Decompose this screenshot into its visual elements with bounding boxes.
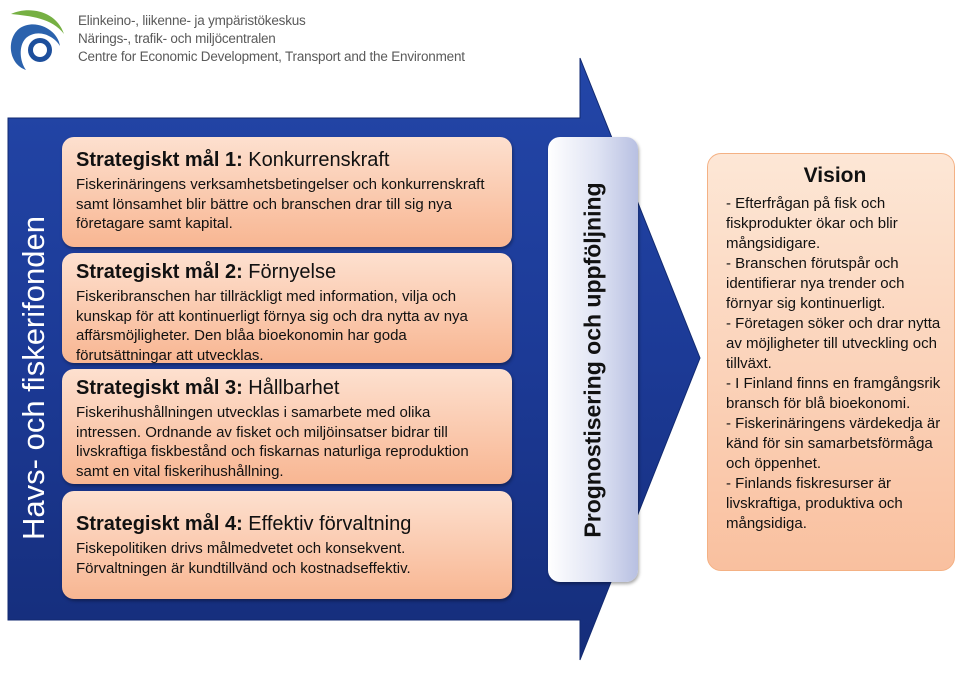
fund-title: Havs- och fiskerifonden: [16, 216, 51, 540]
vision-item: - Företagen söker och drar nytta av möjligheter till utveckling och tillväxt.: [726, 315, 941, 372]
goal-3-title: [76, 377, 498, 400]
goal-2-title: [76, 261, 498, 284]
vision-title: Vision: [803, 164, 867, 187]
goal-4-name: Effektiv förvaltning: [242, 513, 412, 535]
org-name-en: Centre for Economic Development, Transport and the Environment: [78, 49, 465, 64]
goal-4-text: Fiskepolitiken drivs målmedvetet och konsekvent. Förvaltningen är kundtillvänd och kostnadseffektiv.: [76, 540, 411, 577]
org-name-fi: Elinkeino-, liikenne- ja ympäristökeskus: [78, 13, 306, 28]
goal-1-prefix: Strategiskt mål 1:: [76, 149, 243, 171]
vision-item: - Finlands fiskresurser är livskraftiga, produktiva och mångsidiga.: [726, 475, 903, 532]
goal-3-name: Hållbarhet: [242, 377, 340, 399]
goal-3-text: Fiskerihushållningen utvecklas i samarbete med olika intressen. Ordnande av fisket och miljöinsatser bidrar till livskraftiga fiskbestånd och fiskarnas naturliga reproduktion samt en vital fiskerihushållning.: [76, 404, 469, 480]
strategic-goal-4: [62, 491, 512, 599]
goal-4-prefix: Strategiskt mål 4:: [76, 513, 243, 535]
goal-2-prefix: Strategiskt mål 2:: [76, 261, 243, 283]
vision-item: - Fiskerinäringens värdekedja är känd för sin samarbetsförmåga och öppenhet.: [726, 415, 941, 472]
forecasting-label: Prognostisering och uppföljning: [579, 182, 606, 538]
goal-1-title: [76, 149, 498, 172]
goal-3-prefix: Strategiskt mål 3:: [76, 377, 243, 399]
vision-box: [707, 153, 955, 571]
goal-2-text: Fiskeribranschen har tillräckligt med information, vilja och kunskap för att kontinuerligt förnya sig och dra nytta av nya affärsmöjligheter. Den blåa bioekonomin har goda förutsättningar att utvecklas.: [76, 288, 468, 364]
strategic-goal-3: [62, 369, 512, 484]
strategic-goal-1: [62, 137, 512, 247]
vision-item: - Branschen förutspår och identifierar nya trender och förnyar sig kontinuerligt.: [726, 255, 905, 312]
vision-item: - I Finland finns en framgångsrik bransch för blå bioekonomi.: [726, 375, 941, 412]
vision-item: - Efterfrågan på fisk och fiskprodukter ökar och blir mångsidigare.: [726, 195, 898, 252]
goal-4-title: [76, 513, 498, 536]
goal-1-text: Fiskerinäringens verksamhetsbetingelser och konkurrenskraft samt lönsamhet blir bättre och branschen drar till sig nya företagare samt kapital.: [76, 176, 485, 232]
org-name-sv: Närings-, trafik- och miljöcentralen: [78, 31, 276, 46]
goal-1-name: Konkurrenskraft: [242, 149, 390, 171]
strategic-goal-2: [62, 253, 512, 363]
goal-2-name: Förnyelse: [242, 261, 337, 283]
